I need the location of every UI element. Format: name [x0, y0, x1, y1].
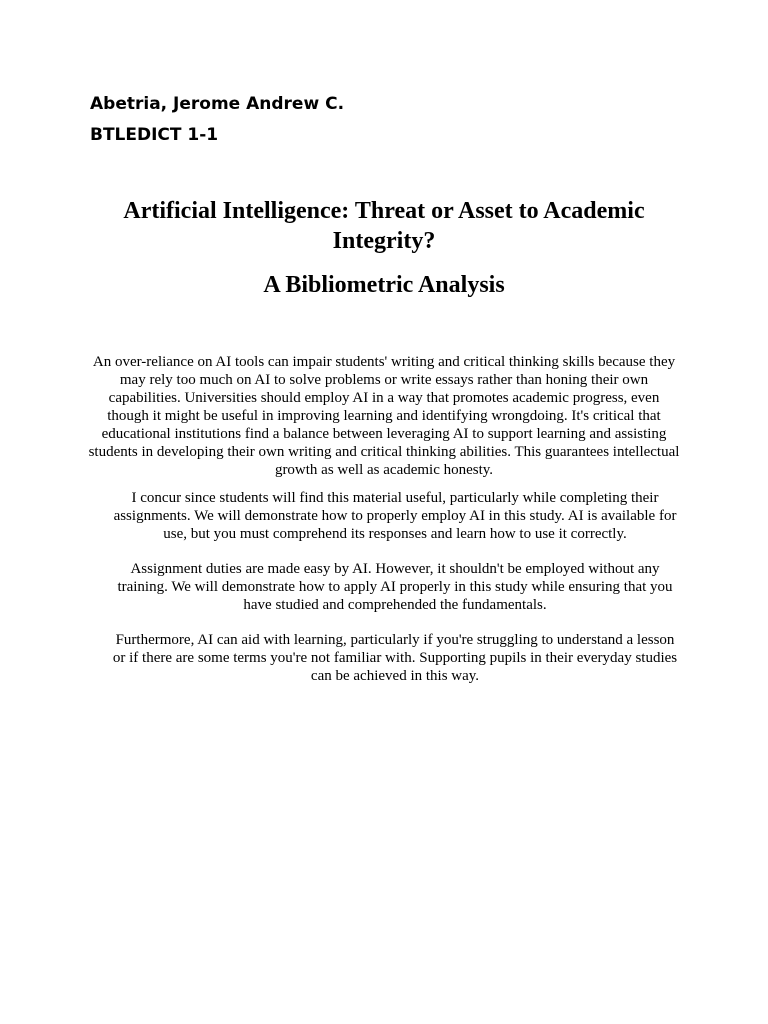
document-subtitle: A Bibliometric Analysis: [263, 272, 505, 298]
paragraph-3: Assignment duties are made easy by AI. However, it shouldn't be employed without any training. We will demonstrate how to apply AI properly in this study while ensuring that you have studied and comprehended the fundamentals.: [117, 561, 673, 613]
paragraph-2: I concur since students will find this material useful, particularly while completing their assignments. We will demonstrate how to properly employ AI in this study. AI is available for use, but you must comprehend its responses and learn how to use it correctly.: [113, 490, 677, 542]
author-section: BTLEDICT 1-1: [90, 125, 219, 145]
paragraph-1: An over-reliance on AI tools can impair students' writing and critical thinking skills because they may rely too much on AI to solve problems or write essays rather than honing their own capabilities. Universities should employ AI in a way that promotes academic progress, even though it might be useful in improving learning and identifying wrongdoing. It's critical that educational institutions find a balance between leveraging AI to support learning and assisting students in developing their own writing and critical thinking abilities. This guarantees intellectual growth as well as academic honesty.: [88, 354, 680, 478]
paragraph-4: Furthermore, AI can aid with learning, particularly if you're struggling to understand a lesson or if there are some terms you're not familiar with. Supporting pupils in their everyday studies can be achieved in this way.: [112, 632, 678, 684]
author-name: Abetria, Jerome Andrew C.: [90, 94, 345, 114]
document-title: Artificial Intelligence: Threat or Asset to Academic Integrity?: [123, 198, 645, 254]
